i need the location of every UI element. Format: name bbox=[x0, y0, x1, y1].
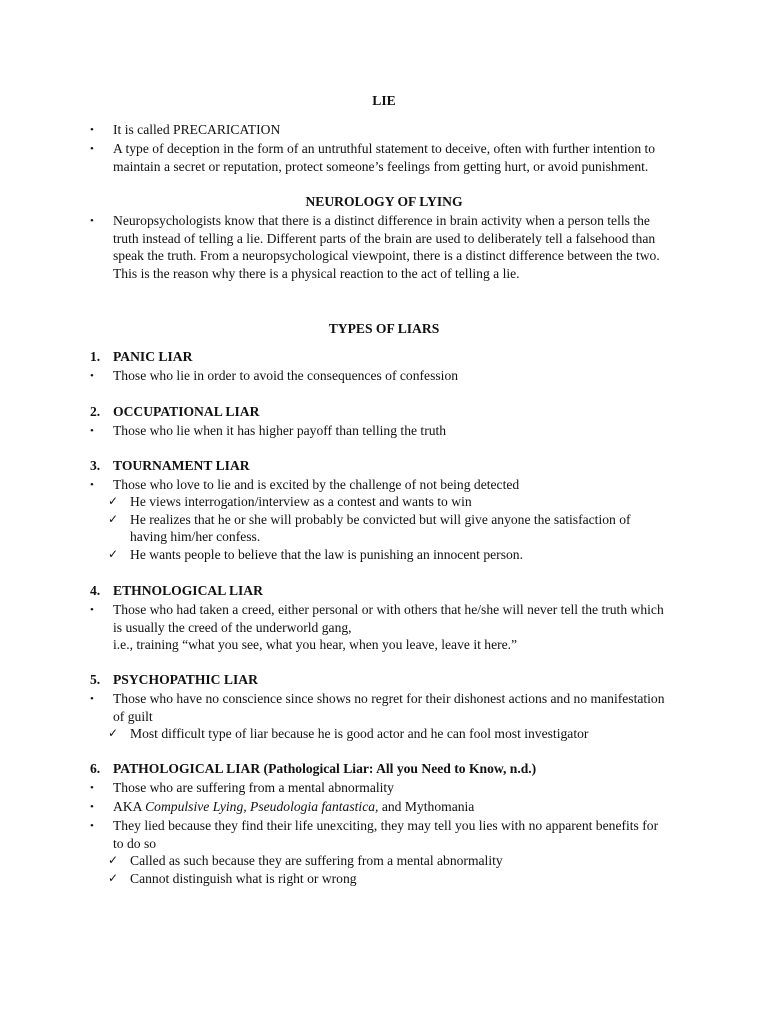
aka-italic-terms: Compulsive Lying, Pseudologia fantastica, bbox=[145, 799, 379, 814]
type-6-bullet-1: Those who are suffering from a mental abnormality bbox=[113, 780, 394, 795]
lie-bullet-2-line-2: maintain a secret or reputation, protect someone’s feelings from getting hurt, or avoid punishment. bbox=[113, 159, 649, 174]
type-1-number: 1. bbox=[90, 349, 101, 364]
type-6-check-2: Cannot distinguish what is right or wrong bbox=[130, 871, 357, 886]
check-icon: ✓ bbox=[108, 853, 119, 867]
type-6-bullet-3-line-1: They lied because they find their life unexciting, they may tell you lies with no apparent benefits for bbox=[113, 818, 659, 833]
type-1-heading: PANIC LIAR bbox=[113, 349, 193, 364]
type-5-check-1: Most difficult type of liar because he is good actor and he can fool most investigator bbox=[130, 726, 589, 741]
type-3-check-2-line-2: having him/her confess. bbox=[130, 529, 261, 544]
aka-suffix: and Mythomania bbox=[378, 799, 475, 814]
check-icon: ✓ bbox=[108, 494, 119, 508]
bullet-icon: • bbox=[90, 820, 94, 832]
bullet-icon: • bbox=[90, 782, 94, 794]
type-5-number: 5. bbox=[90, 672, 101, 687]
bullet-icon: • bbox=[90, 479, 94, 491]
bullet-icon: • bbox=[90, 215, 94, 227]
type-5-heading: PSYCHOPATHIC LIAR bbox=[113, 672, 258, 687]
bullet-icon: • bbox=[90, 425, 94, 437]
type-6-check-1: Called as such because they are suffering from a mental abnormality bbox=[130, 853, 503, 868]
type-4-bullet-1-line-2: is usually the creed of the underworld gang, bbox=[113, 620, 352, 635]
type-4-number: 4. bbox=[90, 583, 101, 598]
type-6-number: 6. bbox=[90, 761, 101, 776]
type-5-bullet-1-line-1: Those who have no conscience since shows no regret for their dishonest actions and no manifestation bbox=[113, 691, 665, 706]
type-3-heading: TOURNAMENT LIAR bbox=[113, 458, 250, 473]
type-2-heading: OCCUPATIONAL LIAR bbox=[113, 404, 260, 419]
type-3-number: 3. bbox=[90, 458, 101, 473]
type-4-bullet-1-line-3: i.e., training “what you see, what you hear, when you leave, leave it here.” bbox=[113, 637, 518, 652]
types-title: TYPES OF LIARS bbox=[328, 321, 440, 336]
type-1-bullet-1: Those who lie in order to avoid the consequences of confession bbox=[113, 368, 459, 383]
bullet-icon: • bbox=[90, 124, 94, 136]
type-4-heading: ETHNOLOGICAL LIAR bbox=[113, 583, 263, 598]
type-3-check-1: He views interrogation/interview as a contest and wants to win bbox=[130, 494, 472, 509]
check-icon: ✓ bbox=[108, 512, 119, 526]
bullet-icon: • bbox=[90, 370, 94, 382]
type-2-bullet-1: Those who lie when it has higher payoff than telling the truth bbox=[113, 423, 447, 438]
neurology-line-1: Neuropsychologists know that there is a distinct difference in brain activity when a person tells the bbox=[113, 213, 650, 228]
bullet-icon: • bbox=[90, 604, 94, 616]
type-6-bullet-2 bbox=[113, 798, 474, 815]
type-3-bullet-1: Those who love to lie and is excited by the challenge of not being detected bbox=[113, 477, 520, 492]
lie-bullet-2-line-1: A type of deception in the form of an untruthful statement to deceive, often with further intention to bbox=[113, 141, 656, 156]
type-2-number: 2. bbox=[90, 404, 101, 419]
aka-prefix: AKA bbox=[113, 799, 146, 814]
type-3-check-3: He wants people to believe that the law is punishing an innocent person. bbox=[130, 547, 523, 562]
lie-title: LIE bbox=[372, 93, 396, 108]
bullet-icon: • bbox=[90, 143, 94, 155]
type-4-bullet-1-line-1: Those who had taken a creed, either personal or with others that he/she will never tell the truth which bbox=[113, 602, 664, 617]
type-6-bullet-3-line-2: to do so bbox=[113, 836, 157, 851]
type-5-bullet-1-line-2: of guilt bbox=[113, 709, 153, 724]
lie-bullet-1: It is called PRECARICATION bbox=[113, 122, 281, 137]
neurology-line-3: speak the truth. From a neuropsychological viewpoint, there is a distinct difference between the two. bbox=[113, 248, 660, 263]
bullet-icon: • bbox=[90, 801, 94, 813]
bullet-icon: • bbox=[90, 693, 94, 705]
neurology-line-2: truth instead of telling a lie. Different parts of the brain are used to deliberately tell a falsehood than bbox=[113, 231, 656, 246]
check-icon: ✓ bbox=[108, 871, 119, 885]
neurology-title: NEUROLOGY OF LYING bbox=[305, 194, 463, 209]
check-icon: ✓ bbox=[108, 726, 119, 740]
type-3-check-2-line-1: He realizes that he or she will probably be convicted but will give anyone the satisfaction of bbox=[130, 512, 631, 527]
check-icon: ✓ bbox=[108, 547, 119, 561]
neurology-line-4: This is the reason why there is a physical reaction to the act of telling a lie. bbox=[113, 266, 520, 281]
type-6-heading: PATHOLOGICAL LIAR (Pathological Liar: All you Need to Know, n.d.) bbox=[113, 761, 537, 776]
